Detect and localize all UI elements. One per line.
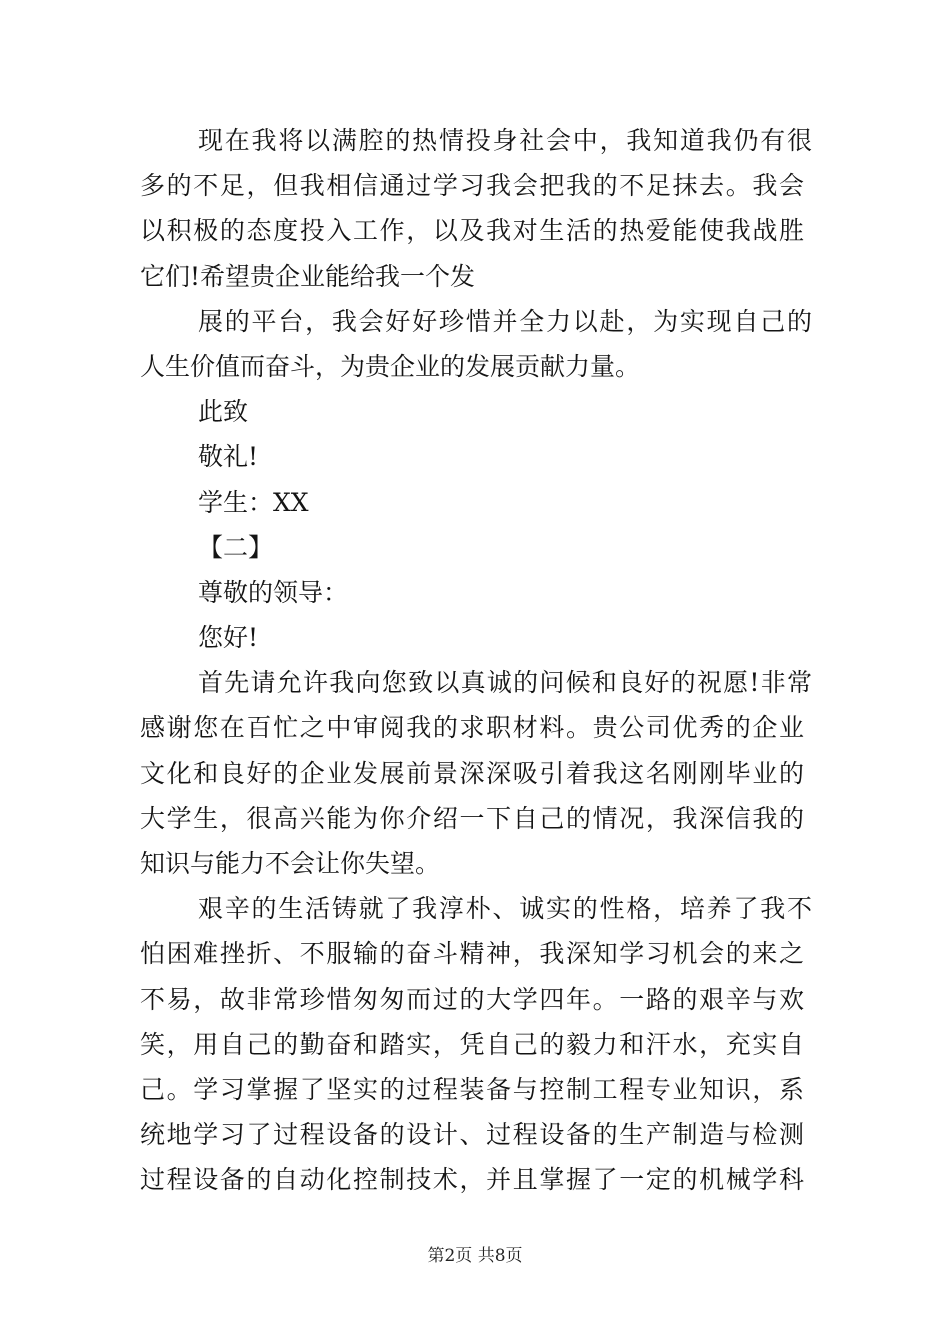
- paragraph-line: 过程设备的自动化控制技术，并且掌握了一定的机械学科: [140, 1165, 804, 1195]
- page-number-footer: 第2页 共8页: [427, 1246, 523, 1266]
- signature-line: 学生：XX: [198, 487, 309, 517]
- paragraph-line: 现在我将以满腔的热情投身社会中，我知道我仍有很: [198, 126, 812, 155]
- paragraph-line: 知识与能力不会让你失望。: [140, 849, 441, 878]
- paragraph-line: 文化和良好的企业发展前景深深吸引着我这名刚刚毕业的: [140, 758, 804, 788]
- paragraph-line: 大学生，很高兴能为你介绍一下自己的情况，我深信我的: [140, 803, 804, 833]
- paragraph-line: 人生价值而奋斗，为贵企业的发展贡献力量。: [140, 351, 641, 381]
- letter-body: [140, 118, 812, 1203]
- paragraph-line: 怕困难挫折、不服输的奋斗精神，我深知学习机会的来之: [140, 939, 804, 969]
- paragraph-line: 笑，用自己的勤奋和踏实，凭自己的毅力和汗水，充实自: [140, 1029, 804, 1059]
- paragraph-line: 不易，故非常珍惜匆匆而过的大学四年。一路的艰辛与欢: [140, 984, 804, 1014]
- greeting-line: 您好!: [198, 623, 259, 653]
- paragraph-line: 艰辛的生活铸就了我淳朴、诚实的性格，培养了我不: [198, 894, 812, 924]
- paragraph-line: 以积极的态度投入工作，以及我对生活的热爱能使我战胜: [140, 216, 804, 246]
- salutation-line: 敬礼!: [198, 442, 259, 472]
- greeting-line: 尊敬的领导：: [198, 577, 349, 607]
- section-heading: 【二】: [198, 532, 274, 562]
- paragraph-line: 多的不足，但我相信通过学习我会把我的不足抹去。我会: [140, 171, 804, 201]
- paragraph-line: 己。学习掌握了坚实的过程装备与控制工程专业知识，系: [140, 1074, 804, 1104]
- paragraph-line: 感谢您在百忙之中审阅我的求职材料。贵公司优秀的企业: [140, 713, 804, 743]
- paragraph-line: 统地学习了过程设备的设计、过程设备的生产制造与检测: [140, 1120, 804, 1150]
- paragraph-line: 它们!希望贵企业能给我一个发: [140, 261, 476, 291]
- paragraph-line: 展的平台，我会好好珍惜并全力以赴，为实现自己的: [198, 306, 812, 336]
- closing-line: 此致: [198, 397, 249, 427]
- paragraph-line: 首先请允许我向您致以真诚的问候和良好的祝愿!非常: [198, 668, 812, 698]
